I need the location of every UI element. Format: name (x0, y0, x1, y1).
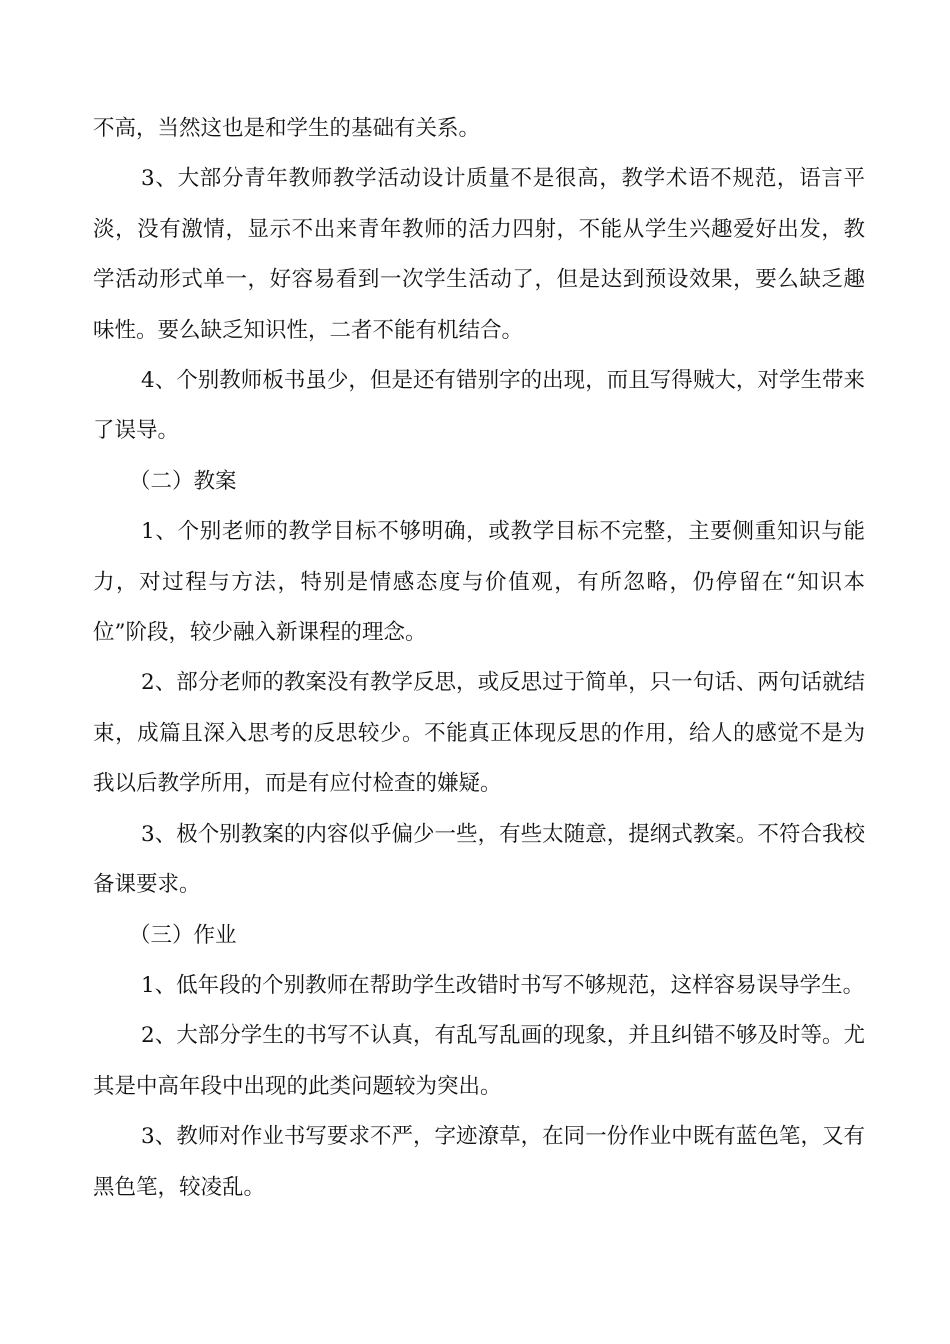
paragraph-item-4-blackboard: 4、个别教师板书虽少，但是还有错别字的出现，而且写得贼大，对学生带来了误导。 (93, 368, 865, 444)
paragraph-homework-item-2: 2、大部分学生的书写不认真，有乱写乱画的现象，并且纠错不够及时等。尤其是中高年段中出现的此类问题较为突出。 (93, 1023, 865, 1099)
paragraph-homework-item-3: 3、教师对作业书写要求不严，字迹潦草，在同一份作业中既有蓝色笔，又有黑色笔，较凌乱。 (93, 1124, 865, 1200)
paragraph-lesson-plan-item-2: 2、部分老师的教案没有教学反思，或反思过于简单，只一句话、两句话就结束，成篇且深入思考的反思较少。不能真正体现反思的作用，给人的感觉不是为我以后教学所用，而是有应付检查的嫌疑。 (93, 670, 865, 797)
section-heading-homework: （三）作业 (129, 922, 237, 948)
section-heading-lesson-plans: （二）教案 (129, 468, 237, 494)
document-body (93, 104, 865, 1213)
paragraph-homework-item-1: 1、低年段的个别教师在帮助学生改错时书写不够规范，这样容易误导学生。 (141, 972, 865, 998)
paragraph-item-3-teaching-design: 3、大部分青年教师教学活动设计质量不是很高，教学术语不规范，语言平淡，没有激情，显示不出来青年教师的活力四射，不能从学生兴趣爱好出发，教学活动形式单一，好容易看到一次学生活动了，但是达到预设效果，要么缺乏趣味性。要么缺乏知识性，二者不能有机结合。 (93, 166, 865, 343)
paragraph-lesson-plan-item-3: 3、极个别教案的内容似乎偏少一些，有些太随意，提纲式教案。不符合我校备课要求。 (93, 821, 865, 898)
paragraph-continuation: 不高，当然这也是和学生的基础有关系。 (93, 116, 481, 141)
paragraph-lesson-plan-item-1: 1、个别老师的教学目标不够明确，或教学目标不完整，主要侧重知识与能力，对过程与方法，特别是情感态度与价值观，有所忽略，仍停留在“知识本位”阶段，较少融入新课程的理念。 (93, 519, 865, 646)
